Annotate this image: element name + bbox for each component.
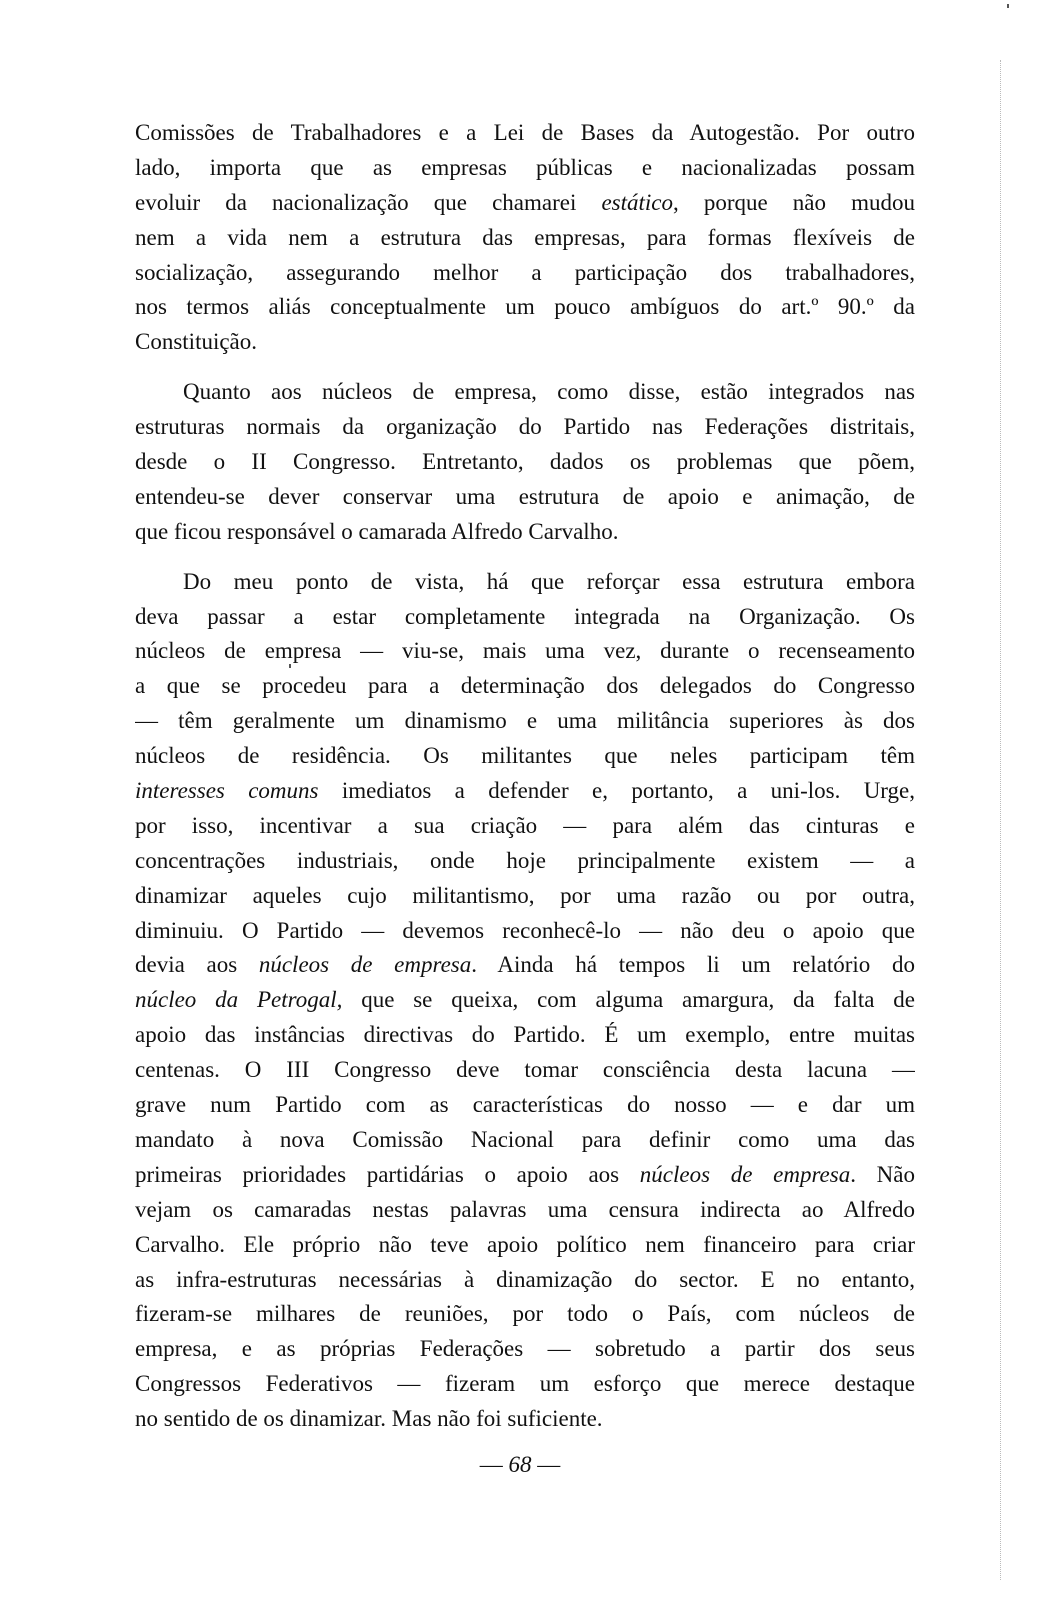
- text-segment: mandato à nova Comissão Nacional para definir como uma das: [135, 1126, 915, 1152]
- text-segment: núcleos de residência. Os militantes que neles participam têm: [135, 743, 915, 769]
- text-segment: . Não: [850, 1161, 915, 1187]
- text-line: [135, 1228, 915, 1263]
- text-segment: Comissões de Trabalhadores e a Lei de Bases da Autogestão. Por outro: [135, 120, 915, 145]
- text-line: [135, 151, 915, 186]
- text-segment: vejam os camaradas nestas palavras uma censura indirecta ao Alfredo: [135, 1196, 915, 1222]
- text-line: [135, 480, 915, 515]
- text-line: [135, 325, 915, 360]
- page-number: [0, 1452, 1040, 1478]
- text-segment: nos termos aliás conceptualmente um pouco ambíguos do art.º 90.º da: [135, 294, 915, 320]
- text-segment: deva passar a estar completamente integrada na Organização. Os: [135, 603, 915, 629]
- text-line: [135, 1158, 915, 1193]
- text-segment: dinamizar aqueles cujo militantismo, por uma razão ou por outra,: [135, 882, 915, 908]
- italic-text: estático: [601, 189, 673, 215]
- text-line: [135, 948, 915, 983]
- text-segment: , porque não mudou: [673, 189, 915, 215]
- text-line: [135, 704, 915, 739]
- text-segment: que ficou responsável o camarada Alfredo Carvalho.: [135, 518, 619, 544]
- text-segment: entendeu-se dever conservar uma estrutura de apoio e animação, de: [135, 483, 915, 509]
- text-segment: concentrações industriais, onde hoje principalmente existem — a: [135, 847, 915, 873]
- text-line: [135, 410, 915, 445]
- text-segment: lado, importa que as empresas públicas e nacionalizadas possam: [135, 154, 915, 180]
- text-line: [135, 1088, 915, 1123]
- paragraph: [135, 375, 915, 549]
- text-segment: desde o II Congresso. Entretanto, dados os problemas que põem,: [135, 449, 915, 475]
- italic-text: interesses comuns: [135, 778, 319, 804]
- text-line: [135, 983, 915, 1018]
- text-segment: . Ainda há tempos li um relatório do: [471, 952, 915, 978]
- italic-text: núcleo da Petrogal,: [135, 987, 343, 1013]
- text-line: [135, 565, 915, 600]
- text-segment: Constituição.: [135, 329, 258, 355]
- text-segment: imediatos a defender e, portanto, a uni-los. Urge,: [318, 778, 915, 804]
- text-line: [135, 1332, 915, 1367]
- text-segment: fizeram-se milhares de reuniões, por todo o País, com núcleos de: [135, 1301, 915, 1327]
- text-segment: no sentido de os dinamizar. Mas não foi suficiente.: [135, 1406, 603, 1432]
- text-segment: diminuiu. O Partido — devemos reconhecê-lo — não deu o apoio que: [135, 917, 915, 943]
- italic-text: núcleos de empresa: [639, 1161, 851, 1187]
- scan-speck: [1007, 4, 1009, 8]
- text-segment: que se queixa, com alguma amargura, da falta de: [342, 987, 915, 1013]
- text-line: [135, 1018, 915, 1053]
- text-line: [135, 809, 915, 844]
- text-line: [135, 1123, 915, 1158]
- text-line: [135, 375, 915, 410]
- paragraph: [135, 565, 915, 1437]
- text-segment: empresa, e as próprias Federações — sobretudo a partir dos seus: [135, 1336, 915, 1362]
- text-line: [135, 914, 915, 949]
- text-segment: primeiras prioridades partidárias o apoio aos: [135, 1161, 640, 1187]
- text-line: [135, 1367, 915, 1402]
- page-body: [135, 116, 915, 1437]
- text-line: [135, 1402, 915, 1437]
- text-segment: Carvalho. Ele próprio não teve apoio político nem financeiro para criar: [135, 1231, 915, 1257]
- text-segment: evoluir da nacionalização que chamarei: [135, 189, 602, 215]
- text-line: [135, 1263, 915, 1298]
- text-line: [135, 844, 915, 879]
- text-line: [135, 1297, 915, 1332]
- text-line: [135, 290, 915, 325]
- italic-text: núcleos de empresa: [258, 952, 472, 978]
- text-segment: socialização, assegurando melhor a participação dos trabalhadores,: [135, 259, 915, 285]
- text-line: [135, 879, 915, 914]
- text-segment: Do meu ponto de vista, há que reforçar essa estrutura embora: [183, 568, 915, 594]
- text-line: [135, 1053, 915, 1088]
- page-edge-line: [1000, 60, 1001, 1580]
- page-number-dash-right: —: [531, 1452, 561, 1477]
- text-line: [135, 669, 915, 704]
- text-segment: Congressos Federativos — fizeram um esforço que merece destaque: [135, 1371, 915, 1397]
- text-segment: núcleos de empresa — viu-se, mais uma vez, durante o recenseamento: [135, 638, 915, 664]
- text-segment: Quanto aos núcleos de empresa, como disse, estão integrados nas: [183, 379, 915, 405]
- text-segment: centenas. O III Congresso deve tomar consciência desta lacuna —: [135, 1057, 915, 1083]
- text-line: [135, 186, 915, 221]
- text-segment: estruturas normais da organização do Partido nas Federações distritais,: [135, 414, 915, 440]
- page-number-value: 68: [508, 1452, 532, 1477]
- text-segment: grave num Partido com as características do nosso — e dar um: [135, 1092, 915, 1118]
- page-number-dash-left: —: [479, 1452, 509, 1477]
- text-line: [135, 739, 915, 774]
- text-line: [135, 515, 915, 550]
- text-line: [135, 1193, 915, 1228]
- text-line: [135, 634, 915, 669]
- text-segment: a que se procedeu para a determinação dos delegados do Congresso: [135, 673, 915, 699]
- text-segment: apoio das instâncias directivas do Partido. É um exemplo, entre muitas: [135, 1022, 915, 1048]
- text-segment: — têm geralmente um dinamismo e uma militância superiores às dos: [135, 708, 915, 734]
- text-line: [135, 256, 915, 291]
- text-segment: as infra-estruturas necessárias à dinamização do sector. E no entanto,: [135, 1266, 915, 1292]
- text-segment: por isso, incentivar a sua criação — para além das cinturas e: [135, 812, 915, 838]
- text-line: [135, 445, 915, 480]
- text-line: [135, 221, 915, 256]
- text-segment: nem a vida nem a estrutura das empresas, para formas flexíveis de: [135, 224, 915, 250]
- text-line: [135, 774, 915, 809]
- text-line: [135, 116, 915, 151]
- text-segment: devia aos: [135, 952, 259, 978]
- paragraph: [135, 116, 915, 360]
- text-line: [135, 600, 915, 635]
